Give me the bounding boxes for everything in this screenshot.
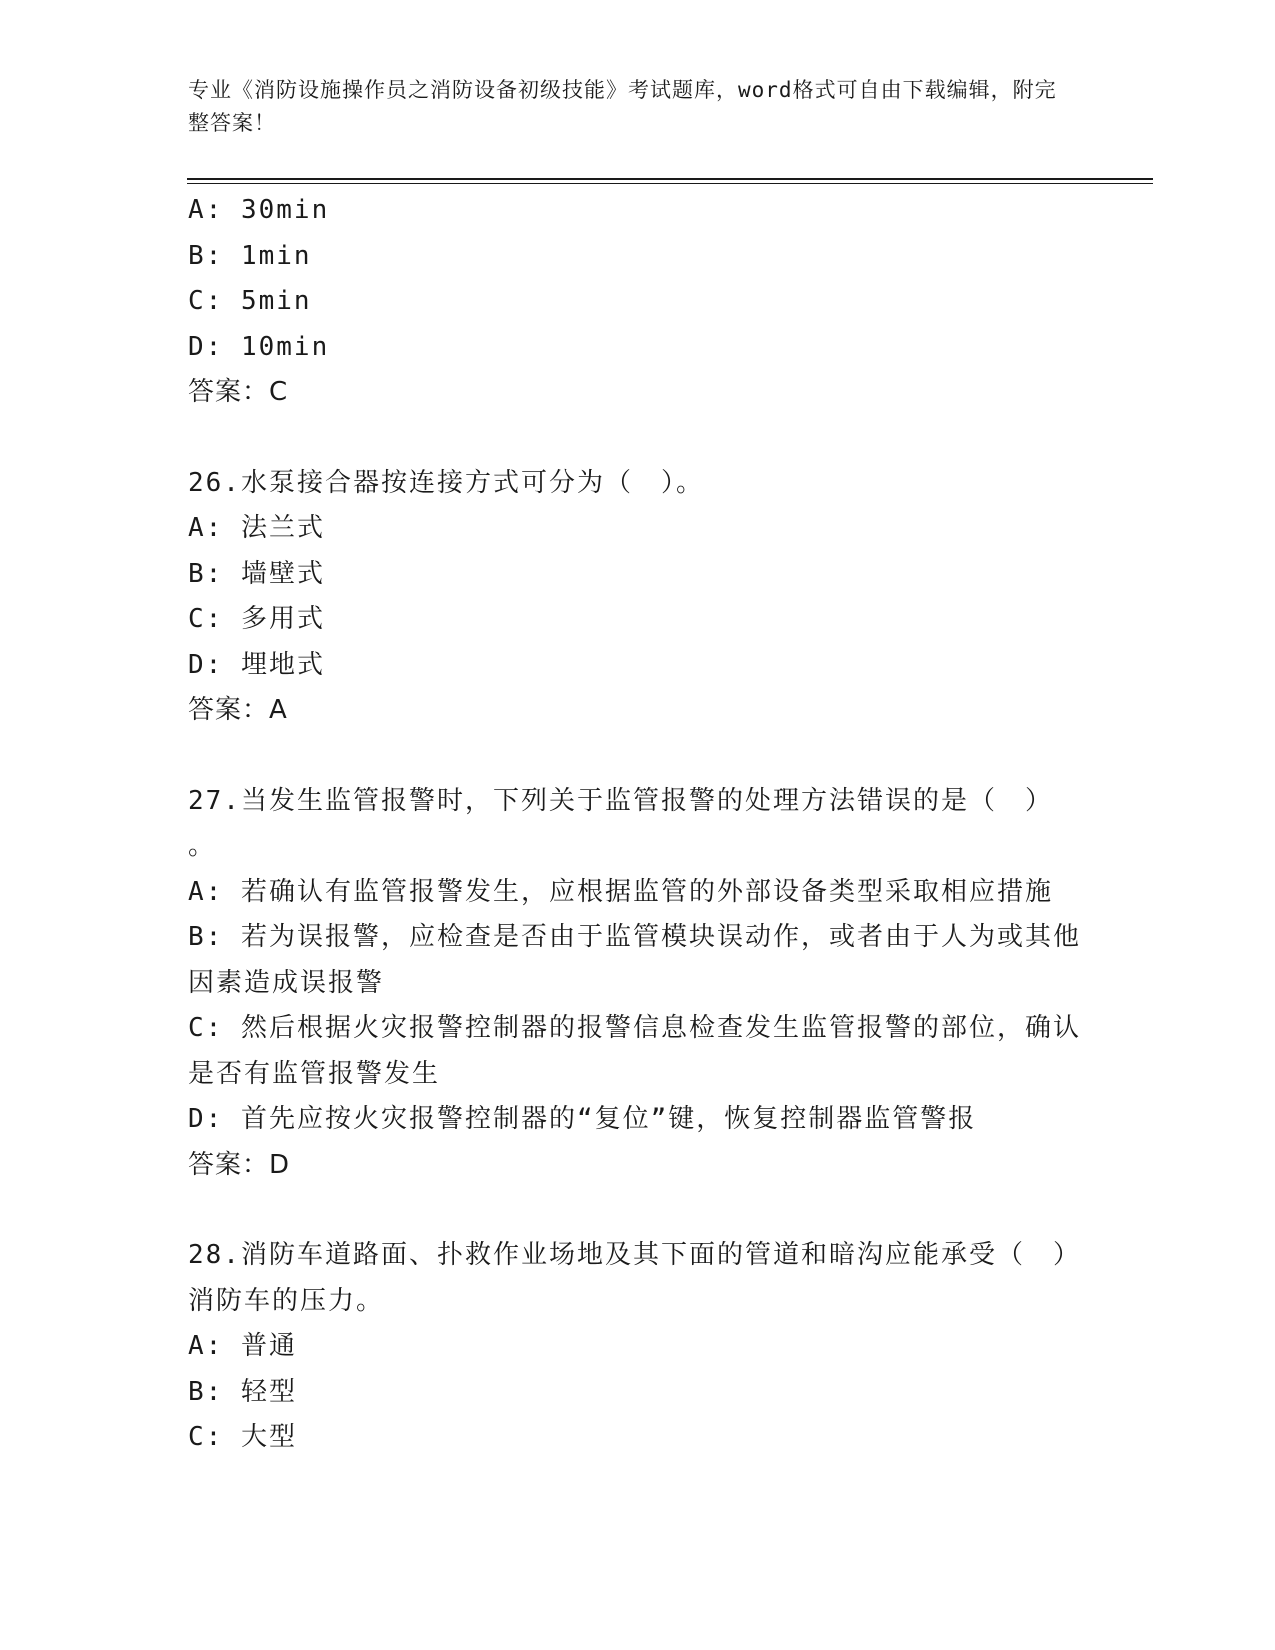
option-b: B: 若为误报警，应检查是否由于监管模块误动作，或者由于人为或其他因素造成误报警	[188, 922, 1081, 998]
option-b: B: 墙壁式	[188, 558, 325, 589]
option-a: A: 普通	[188, 1331, 297, 1361]
question-stem: 27.当发生监管报警时，下列关于监管报警的处理方法错误的是（ ）	[188, 785, 1053, 816]
option-b: B: 轻型	[188, 1376, 297, 1407]
question-block-prev	[188, 188, 1088, 416]
option-d: D: 10min	[188, 331, 330, 362]
spacer	[188, 416, 1088, 461]
question-block-26	[188, 461, 1088, 734]
answer: 答案：D	[188, 1149, 291, 1180]
option-c: C: 多用式	[188, 604, 325, 634]
option-b: B: 1min	[188, 240, 312, 271]
answer: 答案：C	[188, 377, 289, 407]
header-divider	[187, 178, 1153, 184]
spacer	[188, 1188, 1088, 1233]
option-a: A: 若确认有监管报警发生，应根据监管的外部设备类型采取相应措施	[188, 876, 1053, 907]
question-stem: 28.消防车道路面、扑救作业场地及其下面的管道和暗沟应能承受（ ）消防车的压力。	[188, 1240, 1081, 1316]
question-list	[188, 188, 1088, 1461]
option-d: D: 埋地式	[188, 649, 325, 680]
option-a: A: 法兰式	[188, 513, 325, 543]
option-c: C: 然后根据火灾报警控制器的报警信息检查发生监管报警的部位，确认是否有监管报警发生	[188, 1013, 1081, 1089]
spacer	[188, 734, 1088, 779]
document-header: 专业《消防设施操作员之消防设备初级技能》考试题库，word格式可自由下载编辑，附完整答案！	[188, 78, 1057, 135]
question-stem-continued: 。	[188, 831, 217, 861]
question-stem: 26.水泵接合器按连接方式可分为（ ）。	[188, 467, 704, 498]
answer: 答案：A	[188, 695, 288, 725]
question-block-28	[188, 1233, 1088, 1461]
option-d: D: 首先应按火灾报警控制器的“复位”键，恢复控制器监管警报	[188, 1104, 977, 1134]
option-a: A: 30min	[188, 195, 330, 225]
question-block-27	[188, 779, 1088, 1189]
option-c: C: 5min	[188, 286, 312, 316]
option-c: C: 大型	[188, 1422, 297, 1452]
